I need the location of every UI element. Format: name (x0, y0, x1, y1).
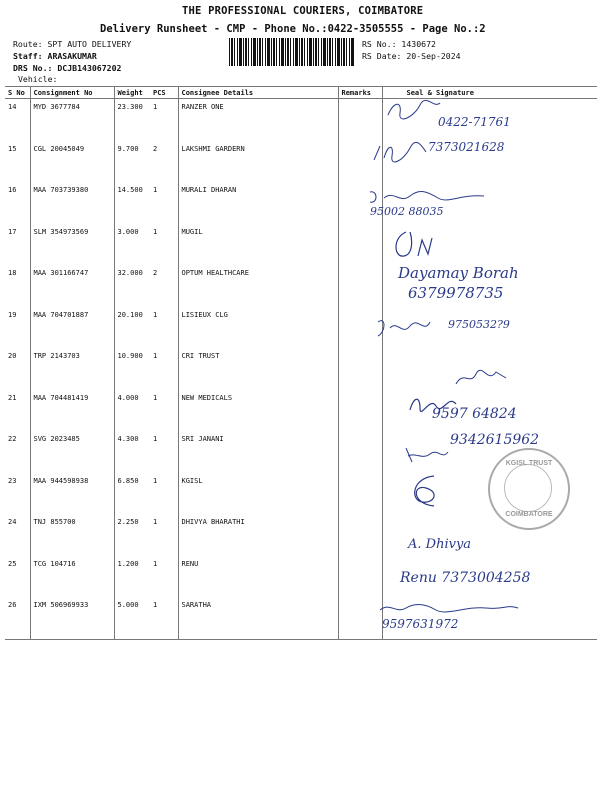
row-consignee: LAKSHMI GARDERN (178, 141, 338, 183)
row-pcs: 1 (153, 103, 158, 111)
stamp-top-text: KGISL TRUST (505, 460, 553, 467)
col-weight: Weight (114, 87, 150, 99)
row-consignment: TRP 2143703 (30, 348, 114, 390)
row-consignee: LISIEUX CLG (178, 307, 338, 349)
row-pcs: 1 (153, 393, 158, 402)
table-row (5, 224, 597, 266)
row-consignment: MAA 944598938 (30, 473, 114, 515)
signature-22: 9342615962 (450, 432, 540, 448)
row-consignment: TNJ 855700 (30, 514, 114, 556)
signature-25: Renu 7373004258 (400, 570, 531, 586)
row-consignee: RENU (178, 556, 338, 598)
signature-scribble (388, 228, 458, 266)
col-remarks: Remarks (338, 87, 382, 99)
row-consignment: CGL 20045049 (30, 141, 114, 183)
signature-15: 7373021628 (428, 140, 505, 154)
signature-scribble (384, 99, 444, 125)
row-pcs: 1 (153, 476, 158, 485)
runsheet-table (5, 86, 597, 640)
staff-label: Staff: (13, 51, 43, 61)
row-remarks (338, 390, 382, 432)
row-consignment: MYD 3677784 (30, 99, 114, 141)
col-consignee: Consignee Details (178, 87, 338, 99)
row-pcs: 1 (153, 435, 158, 443)
row-weight: 4.300 (114, 431, 150, 473)
row-sno: 20 (8, 352, 17, 360)
drs-value: DCJB143067202 (57, 63, 122, 73)
row-consignee: RANZER ONE (178, 99, 338, 141)
row-weight: 9.700 (114, 141, 150, 183)
kgisl-trust-stamp (488, 448, 570, 530)
table-header-row (5, 87, 597, 99)
drs-line (13, 63, 121, 73)
col-sno: S No (5, 87, 30, 99)
col-consignment: Consignment No (30, 87, 114, 99)
row-consignment: TCG 104716 (30, 556, 114, 598)
row-consignment: SLM 354973569 (30, 224, 114, 266)
signature-16: 95002 88035 (370, 205, 444, 218)
barcode (229, 38, 355, 66)
row-pcs: 2 (153, 144, 158, 153)
row-consignee: DHIVYA BHARATHI (178, 514, 338, 556)
row-weight: 1.200 (114, 556, 150, 598)
rs-number: RS No.: 1430672 (362, 39, 436, 49)
row-remarks (338, 224, 382, 266)
signature-21: 9597 64824 (432, 406, 517, 422)
row-consignment: MAA 704701887 (30, 307, 114, 349)
row-weight: 4.000 (114, 390, 150, 432)
route-text: Route: SPT AUTO DELIVERY (13, 39, 132, 49)
row-sno: 25 (8, 559, 17, 568)
vehicle-label: Vehicle: (18, 74, 58, 84)
row-sno: 16 (8, 186, 17, 194)
table-row (5, 141, 597, 183)
staff-line (13, 51, 97, 61)
signature-24: A. Dhivya (408, 537, 472, 552)
row-weight: 20.100 (114, 307, 150, 349)
signature-18-name: Dayamay Borah (398, 264, 519, 282)
row-weight: 5.000 (114, 597, 150, 639)
row-pcs: 1 (150, 597, 178, 639)
row-pcs: 1 (153, 352, 158, 360)
row-consignment: MAA 704481419 (30, 390, 114, 432)
row-consignee: OPTUM HEALTHCARE (178, 265, 338, 307)
row-consignee: KGISL (178, 473, 338, 515)
company-title: THE PROFESSIONAL COURIERS, COIMBATORE (182, 5, 424, 17)
row-sno: 17 (8, 227, 17, 236)
row-consignee: MURALI DHARAN (178, 182, 338, 224)
row-sno: 19 (8, 310, 17, 319)
rs-date: RS Date: 20-Sep-2024 (362, 51, 461, 61)
row-sno: 18 (8, 269, 17, 277)
row-weight: 14.500 (114, 182, 150, 224)
row-sno: 22 (8, 435, 17, 443)
row-pcs: 1 (153, 227, 158, 236)
row-remarks (338, 514, 382, 556)
signature-26: 9597631972 (382, 617, 459, 631)
row-consignment: MAA 703739380 (30, 182, 114, 224)
signature-scribble (374, 314, 434, 346)
row-weight: 6.850 (114, 473, 150, 515)
row-sno: 21 (8, 393, 17, 402)
signature-18-phone: 6379978735 (408, 284, 504, 302)
runsheet-title: Delivery Runsheet - CMP - Phone No.:0422-3505555 - Page No.:2 (100, 23, 486, 35)
row-consignee: MUGIL (178, 224, 338, 266)
row-pcs: 1 (153, 186, 158, 194)
col-pcs: PCS (150, 87, 178, 99)
stamp-inner-ring (504, 464, 552, 512)
signature-scribble (402, 442, 452, 470)
col-signature: Seal & Signature (382, 87, 597, 99)
drs-label: DRS No.: (13, 63, 53, 73)
row-weight: 2.250 (114, 514, 150, 556)
row-pcs: 2 (153, 269, 158, 277)
staff-value: ARASAKUMAR (47, 51, 97, 61)
row-consignee: CRI TRUST (178, 348, 338, 390)
stamp-bottom-text: COIMBATORE (505, 511, 553, 518)
row-remarks (338, 99, 382, 141)
row-remarks (338, 473, 382, 515)
row-remarks (338, 265, 382, 307)
row-weight: 23.300 (114, 99, 150, 141)
signature-14: 0422-71761 (438, 115, 511, 129)
signature-scribble (404, 470, 444, 514)
table-row (5, 182, 597, 224)
row-remarks (338, 348, 382, 390)
row-weight: 32.000 (114, 265, 150, 307)
row-pcs: 1 (153, 518, 158, 526)
row-remarks (338, 556, 382, 598)
row-pcs: 1 (153, 310, 158, 319)
row-consignment: MAA 301166747 (30, 265, 114, 307)
row-pcs: 1 (153, 559, 158, 568)
row-remarks (338, 431, 382, 473)
row-consignment: SVG 2023485 (30, 431, 114, 473)
row-weight: 3.000 (114, 224, 150, 266)
row-sno: 14 (8, 103, 17, 111)
signature-19: 9750532?9 (448, 318, 510, 331)
row-consignee: SRI JANANI (178, 431, 338, 473)
row-consignee: NEW MEDICALS (178, 390, 338, 432)
row-sno: 15 (8, 144, 17, 153)
row-sno: 23 (8, 476, 17, 485)
signature-scribble (370, 136, 430, 168)
row-weight: 10.900 (114, 348, 150, 390)
row-sno: 26 (5, 597, 30, 639)
row-consignment: IXM 506969933 (30, 597, 114, 639)
row-consignee: SARATHA (178, 597, 338, 639)
row-sno: 24 (8, 518, 17, 526)
